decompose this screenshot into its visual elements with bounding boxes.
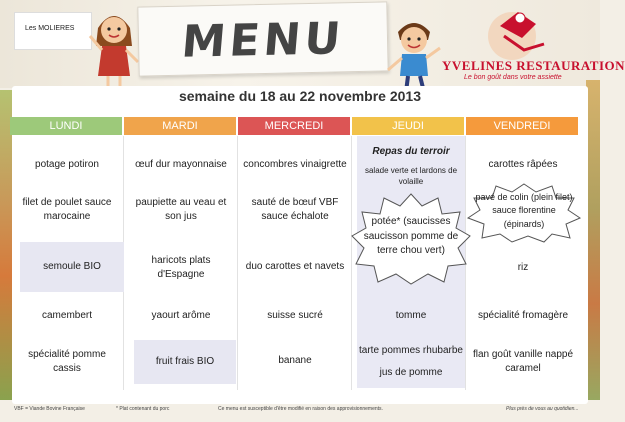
menu-item: spécialité fromagère	[477, 309, 569, 321]
menu-item: flan goût vanille nappé caramel	[472, 348, 574, 374]
footer-pork-note: * Plat contenant du porc	[116, 406, 170, 412]
menu-item: semoule BIO	[20, 242, 124, 292]
menu-item: banane	[278, 354, 312, 366]
menu-item: œuf dur mayonnaise	[135, 158, 227, 170]
school-label: Les MOLIERES	[14, 12, 92, 50]
footer-closing: Plus près de vous au quotidien...	[506, 406, 579, 412]
menu-item: haricots plats d'Espagne	[151, 254, 211, 280]
menu-sign	[137, 1, 388, 76]
menu-item: jus de pomme	[379, 366, 443, 378]
menu-item: concombres vinaigrette	[243, 158, 347, 170]
vegetable-border-right	[586, 80, 600, 400]
menu-item: carottes râpées	[488, 158, 558, 170]
week-title: semaine du 18 au 22 novembre 2013	[178, 88, 421, 104]
menu-item: filet de poulet sauce marocaine	[22, 196, 112, 222]
menu-item: riz	[517, 261, 529, 273]
menu-item: sauté de bœuf VBF sauce échalote	[251, 196, 339, 222]
chef-logo-icon	[440, 6, 590, 60]
brand-logo	[440, 6, 625, 86]
day-header-jeudi: JEUDI	[352, 117, 464, 135]
day-header-vendredi: VENDREDI	[466, 117, 578, 135]
footer-vbf-note: VBF = Viande Bovine Française	[14, 406, 85, 412]
day-header-mercredi: MERCREDI	[238, 117, 350, 135]
footer-notice: Ce menu est susceptible d'être modifié en raison des approvisionnements.	[218, 406, 383, 412]
menu-item: camembert	[41, 309, 92, 321]
brand-tagline: Le bon goût dans votre assiette	[464, 74, 562, 81]
menu-item: tomme	[395, 309, 427, 321]
menu-item: salade verte et lardons de volaille	[364, 165, 458, 186]
menu-item: pavé de colin (plein filet) sauce florentine (épinards)	[475, 192, 573, 229]
menu-item: potée* (saucisses saucisson pomme de terre chou vert)	[363, 216, 459, 257]
special-meal-title: Repas du terroir	[372, 145, 450, 157]
brand-name: YVELINES RESTAURATION	[442, 58, 625, 73]
column-divider	[237, 136, 238, 390]
menu-item: fruit frais BIO	[134, 340, 236, 384]
menu-item: spécialité pomme cassis	[28, 348, 106, 374]
menu-item: suisse sucré	[267, 309, 323, 321]
day-header-mardi: MARDI	[124, 117, 236, 135]
menu-item: duo carottes et navets	[245, 260, 345, 272]
menu-item: yaourt arôme	[151, 309, 211, 321]
day-header-lundi: LUNDI	[10, 117, 122, 135]
menu-item: potage potiron	[35, 158, 99, 170]
menu-item: paupiette au veau et son jus	[135, 196, 227, 222]
menu-title: MENU	[179, 13, 347, 68]
menu-item: tarte pommes rhubarbe	[359, 344, 463, 356]
